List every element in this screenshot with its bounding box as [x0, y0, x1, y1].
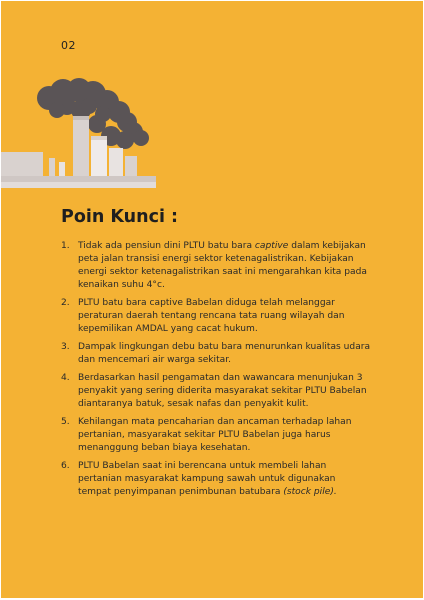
list-item	[61, 372, 371, 411]
key-points-list	[61, 240, 371, 504]
list-item-number: 5.	[61, 417, 70, 427]
list-item-text: PLTU batu bara captive Babelan diduga telah melanggar peraturan daerah tentang rencana tata ruang wilayah dan kepemilikan AMDAL yang cacat hukum.	[78, 298, 345, 334]
list-item-number: 2.	[61, 298, 70, 308]
list-item-text: Berdasarkan hasil pengamatan dan wawancara menunjukan 3 penyakit yang sering diderita masyarakat sekitar PLTU Babelan diantaranya batuk, sesak nafas dan penyakit kulit.	[78, 373, 367, 409]
list-item-text: Tidak ada pensiun dini PLTU batu bara captive dalam kebijakan peta jalan transisi energi sektor ketenagalistrikan. Kebijakan energi sektor ketenagalistrikan saat ini mengarahkan kita pada kenaikan suhu 4°c.	[78, 241, 367, 290]
list-item	[61, 416, 371, 455]
list-item-text: Dampak lingkungan debu batu bara menurunkan kualitas udara dan mencemari air warga sekitar.	[78, 342, 371, 365]
section-title: Poin Kunci :	[61, 207, 179, 227]
list-item	[61, 240, 371, 292]
document-page	[1, 1, 423, 598]
factory-smokestacks-icon	[1, 76, 171, 196]
list-item	[61, 297, 371, 336]
page-number: 02	[61, 39, 76, 52]
list-item-number: 6.	[61, 461, 70, 471]
list-item	[61, 341, 371, 367]
list-item-number: 1.	[61, 241, 70, 251]
list-item-number: 3.	[61, 342, 70, 352]
list-item	[61, 460, 371, 499]
list-item-text: Kehilangan mata pencaharian dan ancaman terhadap lahan pertanian, masyarakat sekitar PLTU Babelan juga harus menanggung beban biaya kesehatan.	[78, 417, 352, 453]
list-item-text: PLTU Babelan saat ini berencana untuk membeli lahan pertanian masyarakat kampung sawah untuk digunakan tempat penyimpanan penimbunan batubara (stock pile).	[78, 461, 337, 497]
list-item-number: 4.	[61, 373, 70, 383]
